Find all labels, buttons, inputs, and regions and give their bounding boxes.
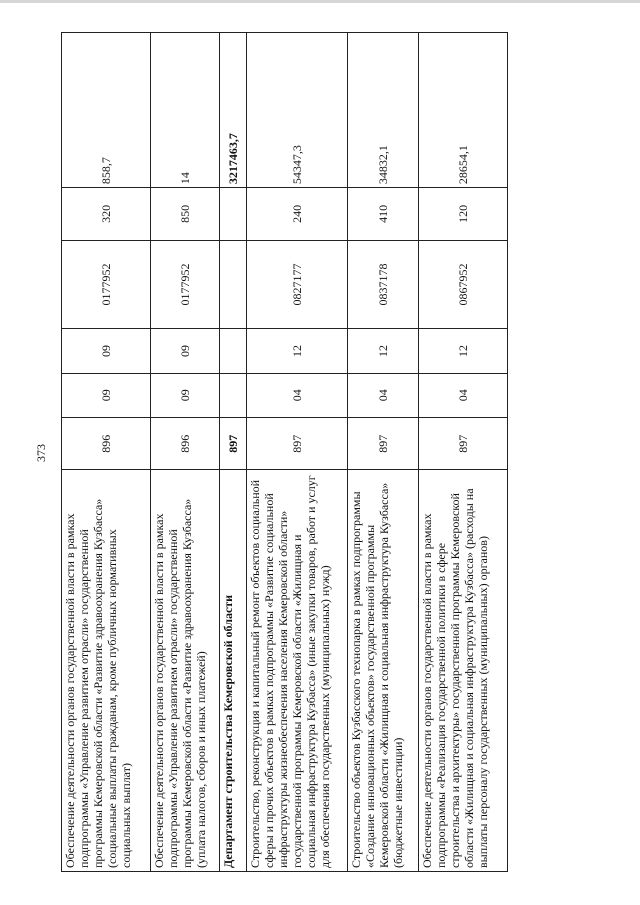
- table-row: [151, 33, 220, 872]
- csr-cell: 0867952: [419, 240, 508, 329]
- rz-cell: 04: [348, 373, 419, 417]
- csr-cell: 0177952: [62, 240, 151, 329]
- rz-cell: 04: [247, 373, 348, 417]
- ved-cell: 897: [348, 417, 419, 470]
- row-description: Строительство объектов Кузбасского технопарка в рамках подпрограммы «Создание инновационных объектов» государственной программы Кемеровской области «Жилищная и социальная инфраструктура Кузбасса» (бюджетные инвестиции): [348, 470, 419, 872]
- table-row: [247, 33, 348, 872]
- budget-table: [61, 32, 508, 872]
- pr-cell: 09: [151, 329, 220, 373]
- csr-cell: [220, 240, 247, 329]
- table-row: [348, 33, 419, 872]
- sum-cell: 54347,3: [247, 33, 348, 188]
- sum-cell: 14: [151, 33, 220, 188]
- rz-cell: 09: [151, 373, 220, 417]
- pr-cell: 12: [348, 329, 419, 373]
- rz-cell: 04: [419, 373, 508, 417]
- vr-cell: 850: [151, 188, 220, 241]
- table-row: [419, 33, 508, 872]
- vr-cell: 410: [348, 188, 419, 241]
- ved-cell: 897: [220, 417, 247, 470]
- pr-cell: 12: [419, 329, 508, 373]
- ved-cell: 897: [419, 417, 508, 470]
- page-number: 373: [34, 444, 48, 462]
- rz-cell: 09: [62, 373, 151, 417]
- row-description: Департамент строительства Кемеровской области: [220, 470, 247, 872]
- row-description: Обеспечение деятельности органов государственной власти в рамках подпрограммы «Управление развитием отрасли» государственной программы Кемеровской области «Развитие здравоохранения Кузбасса» (уплата налогов, сборов и иных платежей): [151, 470, 220, 872]
- row-description: Строительство, реконструкция и капитальный ремонт объектов социальной сферы и прочих объектов в рамках подпрограммы «Развитие социальной инфраструктуры жизнеобеспечения населения Кемеровской области» государственной программы Кемеровской области «Жилищная и социальная инфраструктура Кузбасса» (иные закупки товаров, работ и услуг для обеспечения государственных (муниципальных) нужд): [247, 470, 348, 872]
- vr-cell: [220, 188, 247, 241]
- vr-cell: 120: [419, 188, 508, 241]
- csr-cell: 0837178: [348, 240, 419, 329]
- top-rule: [0, 0, 640, 3]
- sum-cell: 3217463,7: [220, 33, 247, 188]
- row-description: Обеспечение деятельности органов государственной власти в рамках подпрограммы «Управление развитием отрасли» государственной программы Кемеровской области «Развитие здравоохранения Кузбасса» (социальные выплаты гражданам, кроме публичных нормативных социальных выплат): [62, 470, 151, 872]
- budget-table-container: [61, 32, 613, 872]
- sum-cell: 858,7: [62, 33, 151, 188]
- csr-cell: 0827177: [247, 240, 348, 329]
- pr-cell: 09: [62, 329, 151, 373]
- table-row: [62, 33, 151, 872]
- sum-cell: 28654,1: [419, 33, 508, 188]
- rz-cell: [220, 373, 247, 417]
- row-description: Обеспечение деятельности органов государственной власти в рамках подпрограммы «Реализация государственной политики в сфере строительства и архитектуры» государственной программы Кемеровской области «Жилищная и социальная инфраструктура Кузбасса» (расходы на выплаты персоналу государственных (муниципальных) органов): [419, 470, 508, 872]
- pr-cell: [220, 329, 247, 373]
- ved-cell: 896: [62, 417, 151, 470]
- sum-cell: 34832,1: [348, 33, 419, 188]
- pr-cell: 12: [247, 329, 348, 373]
- table-row: [220, 33, 247, 872]
- ved-cell: 897: [247, 417, 348, 470]
- vr-cell: 240: [247, 188, 348, 241]
- vr-cell: 320: [62, 188, 151, 241]
- ved-cell: 896: [151, 417, 220, 470]
- csr-cell: 0177952: [151, 240, 220, 329]
